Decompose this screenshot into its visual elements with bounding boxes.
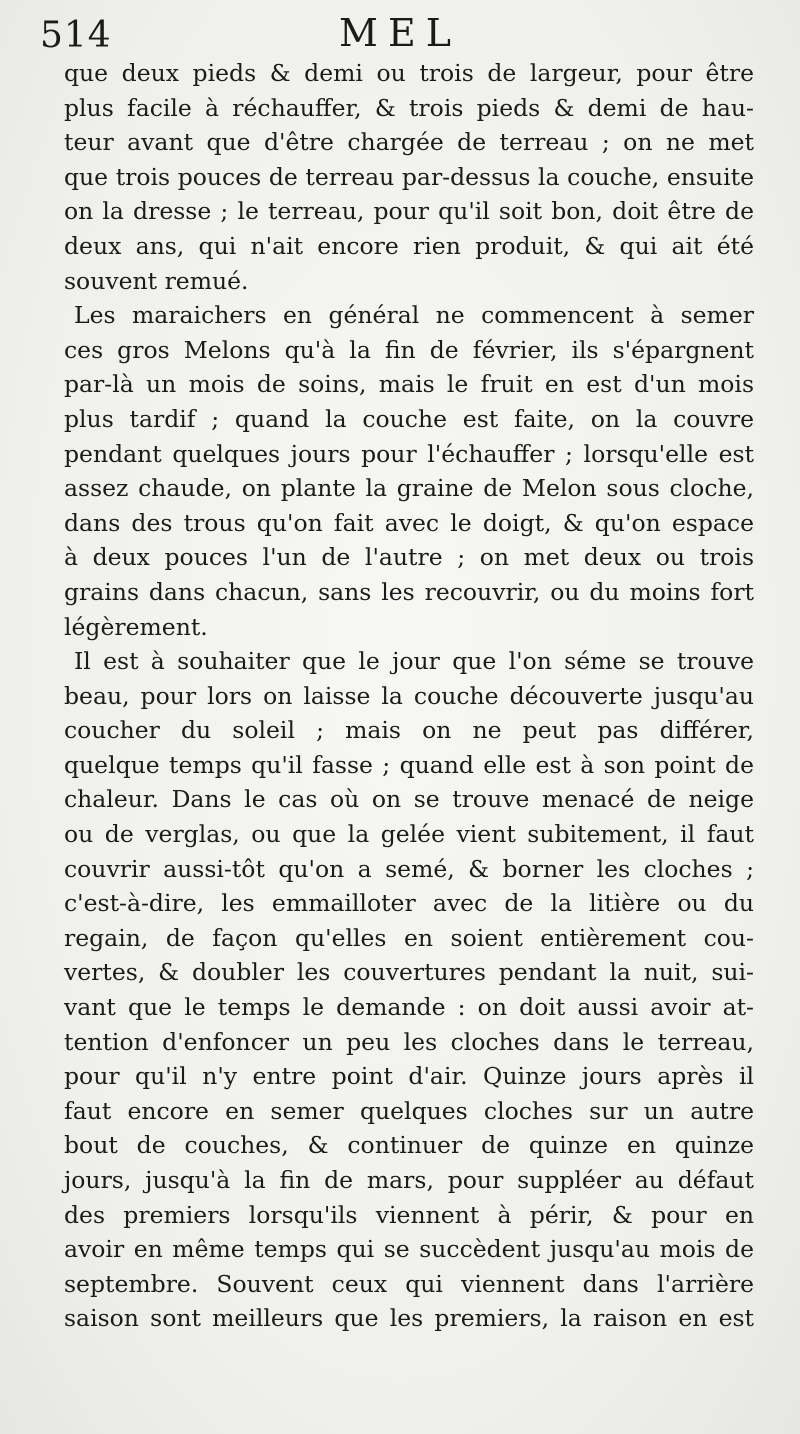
text-line: par-là un mois de soins, mais le fruit en est d'un mois <box>64 370 754 399</box>
text-line: teur avant que d'être chargée de terreau ; on ne met <box>64 128 754 157</box>
text-line: dans des trous qu'on fait avec le doigt, & qu'on espace <box>64 508 754 537</box>
paragraph <box>64 644 754 1336</box>
paragraph <box>64 56 754 298</box>
page-number: 514 <box>40 15 112 56</box>
text-line: ces gros Melons qu'à la fin de février, ils s'épargnent <box>64 335 754 364</box>
text-line: ou de verglas, ou que la gelée vient subitement, il faut <box>64 820 754 849</box>
text-line: que trois pouces de terreau par-dessus la couche, ensuite <box>64 162 754 191</box>
text-line: tention d'enfoncer un peu les cloches dans le terreau, <box>64 1027 754 1056</box>
text-line: Les maraichers en général ne commencent à semer <box>74 301 754 330</box>
text-line: assez chaude, on plante la graine de Melon sous cloche, <box>64 474 754 503</box>
text-line: c'est-à-dire, les emmailloter avec de la litière ou du <box>64 889 754 918</box>
text-line: deux ans, qui n'ait encore rien produit, & qui ait été <box>64 231 754 260</box>
text-line: chaleur. Dans le cas où on se trouve menacé de neige <box>64 785 754 814</box>
text-line: vertes, & doubler les couvertures pendant la nuit, sui- <box>64 958 754 987</box>
text-line: légèrement. <box>64 612 208 641</box>
body-text <box>64 56 754 1336</box>
text-line: jours, jusqu'à la fin de mars, pour suppléer au défaut <box>64 1166 754 1194</box>
page-header <box>0 10 800 60</box>
text-line: plus tardif ; quand la couche est faite, on la couvre <box>64 404 754 433</box>
text-line: à deux pouces l'un de l'autre ; on met deux ou trois <box>64 543 754 572</box>
text-line: pour qu'il n'y entre point d'air. Quinze jours après il <box>64 1062 754 1091</box>
text-line: faut encore en semer quelques cloches sur un autre <box>64 1096 754 1125</box>
running-head: MEL <box>339 11 461 55</box>
text-line: Il est à souhaiter que le jour que l'on séme se trouve <box>74 647 754 676</box>
text-line: couvrir aussi-tôt qu'on a semé, & borner les cloches ; <box>64 854 754 883</box>
text-line: on la dresse ; le terreau, pour qu'il soit bon, doit être de <box>64 197 754 226</box>
text-line: saison sont meilleurs que les premiers, la raison en est <box>64 1304 754 1333</box>
text-line: grains dans chacun, sans les recouvrir, ou du moins fort <box>64 577 754 606</box>
text-line: septembre. Souvent ceux qui viennent dans l'arrière <box>64 1269 754 1298</box>
paragraph <box>64 298 754 644</box>
text-line: vant que le temps le demande : on doit aussi avoir at- <box>64 993 754 1022</box>
text-line: plus facile à réchauffer, & trois pieds & demi de hau- <box>64 93 754 122</box>
text-line: pendant quelques jours pour l'échauffer ; lorsqu'elle est <box>64 439 754 468</box>
text-line: coucher du soleil ; mais on ne peut pas différer, <box>64 716 754 745</box>
text-line: que deux pieds & demi ou trois de largeur, pour être <box>64 59 754 87</box>
text-line: regain, de façon qu'elles en soient entièrement cou- <box>64 923 754 952</box>
text-line: quelque temps qu'il fasse ; quand elle est à son point de <box>64 750 754 779</box>
text-line: bout de couches, & continuer de quinze en quinze <box>64 1131 754 1160</box>
text-line: souvent remué. <box>64 266 249 295</box>
text-line: beau, pour lors on laisse la couche découverte jusqu'au <box>64 681 754 710</box>
text-line: avoir en même temps qui se succèdent jusqu'au mois de <box>64 1235 754 1264</box>
text-line: des premiers lorsqu'ils viennent à périr, & pour en <box>64 1200 754 1229</box>
